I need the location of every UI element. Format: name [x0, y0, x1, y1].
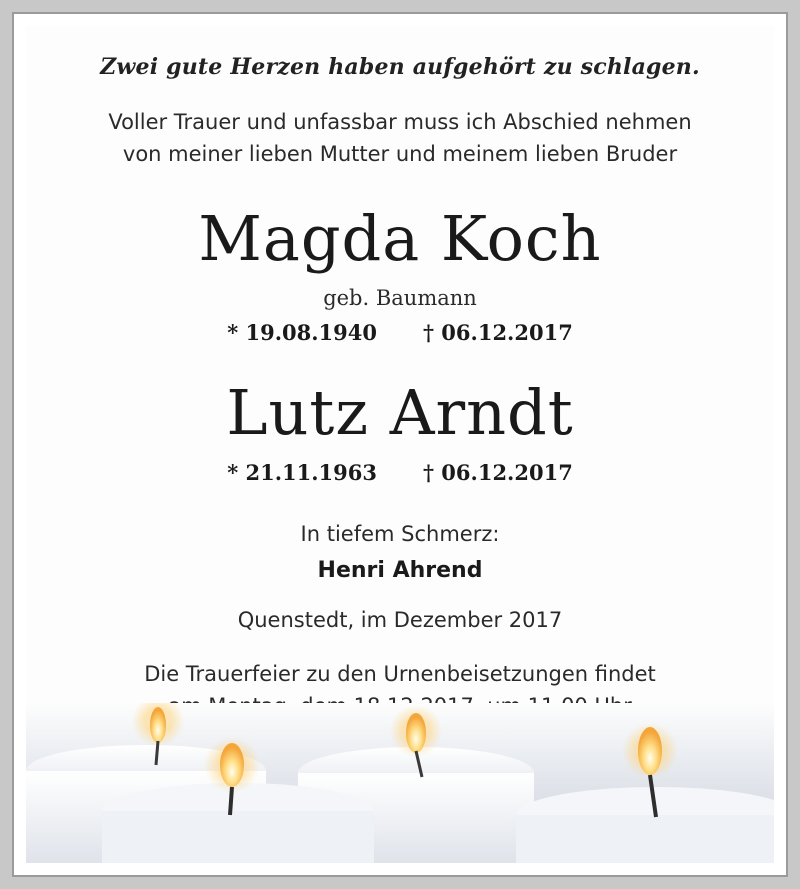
birth-date-1: * 19.08.1940 — [227, 320, 377, 345]
death-date-2: † 06.12.2017 — [423, 460, 573, 485]
candles-photo — [26, 703, 774, 863]
intro-line-1: Voller Trauer und unfassbar muss ich Abschied nehmen — [108, 110, 692, 134]
motto: Zwei gute Herzen haben aufgehört zu schlagen. — [100, 54, 700, 80]
deceased-name-2: Lutz Arndt — [226, 376, 574, 449]
place-date: Quenstedt, im Dezember 2017 — [237, 608, 563, 632]
deceased-name-1: Magda Koch — [198, 202, 602, 275]
intro-line-2: von meiner lieben Mutter und meinem lieben Bruder — [122, 142, 678, 166]
notice-body — [26, 26, 774, 863]
life-dates-2 — [26, 460, 774, 485]
death-date-1: † 06.12.2017 — [423, 320, 573, 345]
life-dates-1 — [26, 320, 774, 345]
mourning-label: In tiefem Schmerz: — [300, 522, 500, 546]
birth-date-2: * 21.11.1963 — [227, 460, 377, 485]
service-line-1: Die Trauerfeier zu den Urnenbeisetzungen findet — [144, 662, 656, 686]
mourner-name: Henri Ahrend — [317, 558, 483, 583]
maiden-name: geb. Baumann — [323, 286, 477, 310]
